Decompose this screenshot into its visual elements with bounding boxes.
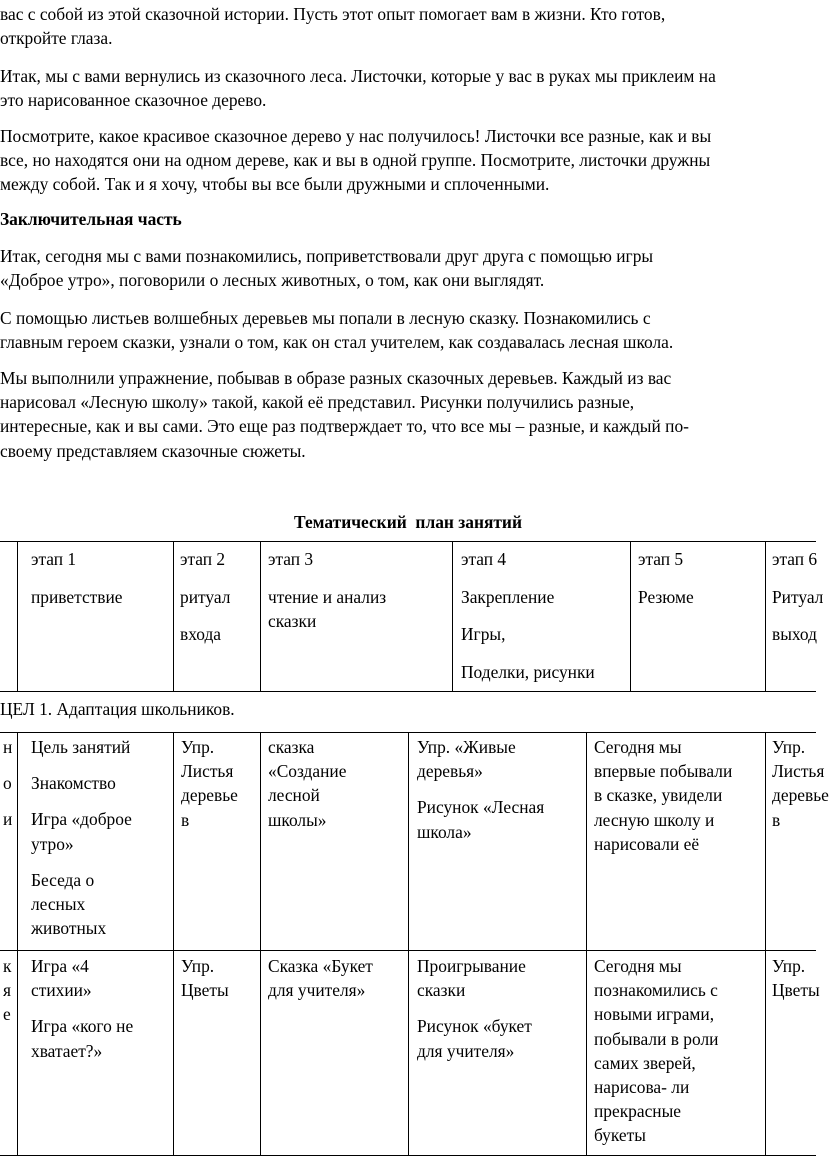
cell-line: деревье	[772, 785, 829, 806]
cell-line: деревья»	[417, 761, 483, 782]
cell-line: о	[3, 773, 12, 794]
table-top-border	[0, 541, 816, 542]
cell-line: утро»	[31, 833, 74, 854]
cell-line: Проигрывание	[417, 956, 526, 976]
cell-line: сказка	[268, 737, 315, 757]
stage-name: чтение и анализ	[268, 587, 387, 608]
cell-line	[3, 759, 12, 771]
cell-line	[31, 795, 132, 807]
text-line: «Доброе утро», поговорили о лесных животных, о том, как они выглядят.	[0, 270, 545, 291]
cell-line: Рисунок «букет	[417, 1016, 532, 1037]
column-border	[452, 541, 453, 691]
text-line: Заключительная часть	[0, 209, 182, 229]
cell-line	[417, 1002, 532, 1014]
cell-line: деревье	[181, 785, 238, 806]
text-line: между собой. Так и я хочу, чтобы вы все были дружными и сплоченными.	[0, 174, 550, 195]
table-cell	[268, 735, 346, 832]
stage-label: этап 5	[638, 549, 684, 569]
stage-name: выход	[772, 624, 817, 645]
cell-line: Игра «4	[31, 956, 89, 976]
cell-line: Упр.	[772, 737, 806, 757]
text-line: нарисовал «Лесную школу» такой, какой её представил. Рисунки получились разные,	[0, 392, 635, 413]
stage-label: этап 6	[772, 549, 818, 569]
paragraph	[0, 124, 816, 197]
table-cell	[31, 735, 132, 940]
text-line: это нарисованное сказочное дерево.	[0, 90, 267, 111]
section-heading	[0, 207, 816, 231]
table-cell	[181, 954, 229, 1002]
stage-label: этап 4	[461, 549, 507, 569]
stage-name: Игры,	[461, 624, 506, 645]
cell-line: нарисова- ли	[594, 1077, 690, 1098]
cell-line: хватает?»	[31, 1040, 103, 1061]
paragraph	[0, 366, 816, 463]
stage-name: Ритуал	[772, 587, 824, 608]
text-line: все, но находятся они на одном дереве, как и вы в одной группе. Посмотрите, листочки дружны	[0, 150, 711, 171]
cell-line: лесной	[268, 785, 320, 806]
text-line: главным героем сказки, узнали о том, как он стал учителем, как создавалась лесная школа.	[0, 332, 674, 353]
cell-line: Цель занятий	[31, 737, 131, 757]
cell-line: в сказке, увидели	[594, 785, 723, 806]
header-cell-3	[268, 547, 386, 634]
table-cell	[417, 954, 532, 1063]
cell-line	[417, 783, 544, 795]
cell-line: Упр.	[181, 956, 215, 976]
column-border	[765, 541, 766, 691]
cell-line: впервые побывали	[594, 761, 733, 782]
table-cell	[594, 735, 732, 856]
cell-line	[31, 856, 132, 868]
paragraph	[0, 244, 816, 292]
header-cell-2	[180, 547, 230, 647]
column-border	[17, 541, 18, 691]
row-first-cell	[3, 735, 12, 832]
plan-title: Тематический план занятий	[294, 512, 522, 532]
stage-name: ритуал	[180, 587, 231, 608]
goal-row: ЦЕЛ 1. Адаптация школьников.	[0, 699, 235, 719]
cell-line	[31, 759, 132, 771]
header-cell-4	[461, 547, 595, 684]
stage-name: сказки	[268, 611, 317, 632]
column-border	[630, 541, 631, 691]
cell-line: животных	[31, 918, 107, 939]
cell-line: Цветы	[181, 980, 229, 1001]
stage-name: Поделки, рисунки	[461, 661, 595, 682]
text-line: Мы выполнили упражнение, побывав в образе разных сказочных деревьев. Каждый из вас	[0, 368, 672, 388]
cell-line: сказки	[417, 980, 466, 1001]
cell-line: для учителя»	[417, 1040, 515, 1061]
cell-line: школа»	[417, 821, 472, 842]
cell-line: Сегодня мы	[594, 956, 682, 976]
column-border	[408, 732, 409, 1155]
header-cell-1	[31, 547, 123, 609]
cell-line: Знакомство	[31, 773, 116, 794]
stage-name: входа	[180, 624, 222, 645]
header-cell-5	[638, 547, 694, 609]
cell-line: нарисовали её	[594, 833, 700, 854]
text-line: Итак, сегодня мы с вами познакомились, поприветствовали друг друга с помощью игры	[0, 246, 654, 266]
row-first-cell	[3, 954, 11, 1027]
cell-line: Листья	[772, 761, 825, 782]
cell-line: лесную школу и	[594, 809, 715, 830]
cell-line: в	[772, 809, 781, 830]
header-cell-6	[772, 547, 823, 647]
cell-line: Упр. «Живые	[417, 737, 516, 757]
cell-line: в	[181, 809, 190, 830]
cell-line: стихии»	[31, 980, 92, 1001]
text-line: вас с собой из этой сказочной истории. Пусть этот опыт помогает вам в жизни. Кто готов,	[0, 4, 666, 24]
cell-line: и	[3, 809, 13, 830]
table-cell	[772, 735, 829, 832]
column-border	[17, 732, 18, 1155]
table-cell	[772, 954, 820, 1002]
cell-line: Беседа о	[31, 869, 95, 890]
stage-name: приветствие	[31, 587, 123, 608]
stage-label: этап 3	[268, 549, 314, 569]
column-border	[173, 541, 174, 691]
cell-line: познакомились с	[594, 980, 718, 1001]
paragraph	[0, 306, 816, 354]
cell-line: побывали в роли	[594, 1028, 719, 1049]
column-border	[173, 732, 174, 1155]
text-line: интересные, как и вы сами. Это еще раз подтверждает то, что все мы – разные, и каждый по-	[0, 416, 689, 437]
cell-line: Упр.	[772, 956, 806, 976]
cell-line: н	[3, 737, 13, 757]
table-bottom-border	[0, 1155, 816, 1156]
cell-line: прекрасные	[594, 1101, 682, 1122]
column-border	[765, 732, 766, 1155]
table-cell	[181, 735, 238, 832]
table-cell	[594, 954, 718, 1148]
stage-label: этап 1	[31, 549, 77, 569]
cell-line: букеты	[594, 1125, 646, 1146]
cell-line: «Создание	[268, 761, 347, 782]
cell-line: школы»	[268, 809, 327, 830]
header-bottom-border	[0, 691, 816, 692]
paragraph	[0, 64, 816, 112]
cell-line: Сегодня мы	[594, 737, 682, 757]
text-line: Посмотрите, какое красивое сказочное дерево у нас получилось! Листочки все разные, как и вы	[0, 126, 712, 146]
cell-line: для учителя»	[268, 980, 366, 1001]
cell-line: новыми играми,	[594, 1004, 715, 1025]
column-border	[260, 732, 261, 1155]
cell-line: Рисунок «Лесная	[417, 797, 545, 818]
cell-line: я	[3, 980, 11, 1001]
paragraph	[0, 2, 816, 50]
text-line: Итак, мы с вами вернулись из сказочного леса. Листочки, которые у вас в руках мы приклеим на	[0, 66, 716, 86]
text-line: С помощью листьев волшебных деревьев мы попали в лесную сказку. Познакомились с	[0, 308, 651, 328]
cell-line: Цветы	[772, 980, 820, 1001]
column-border	[260, 541, 261, 691]
table-cell	[31, 954, 133, 1063]
cell-line: Игра «кого не	[31, 1016, 134, 1037]
text-line: откройте глаза.	[0, 28, 113, 49]
cell-line: Сказка «Букет	[268, 956, 373, 976]
stage-name: Резюме	[638, 587, 694, 608]
cell-line: е	[3, 1004, 11, 1025]
cell-line: Упр.	[181, 737, 215, 757]
cell-line: лесных	[31, 894, 86, 915]
cell-line: Листья	[181, 761, 234, 782]
table-cell	[417, 735, 544, 844]
cell-line	[31, 1002, 133, 1014]
stage-label: этап 2	[180, 549, 226, 569]
cell-line: Игра «доброе	[31, 809, 132, 830]
column-border	[586, 732, 587, 1155]
text-line: своему представляем сказочные сюжеты.	[0, 440, 306, 461]
stage-name: Закрепление	[461, 587, 555, 608]
table-cell	[268, 954, 373, 1002]
cell-line	[3, 795, 12, 807]
cell-line: самих зверей,	[594, 1052, 696, 1073]
cell-line: к	[3, 956, 12, 976]
